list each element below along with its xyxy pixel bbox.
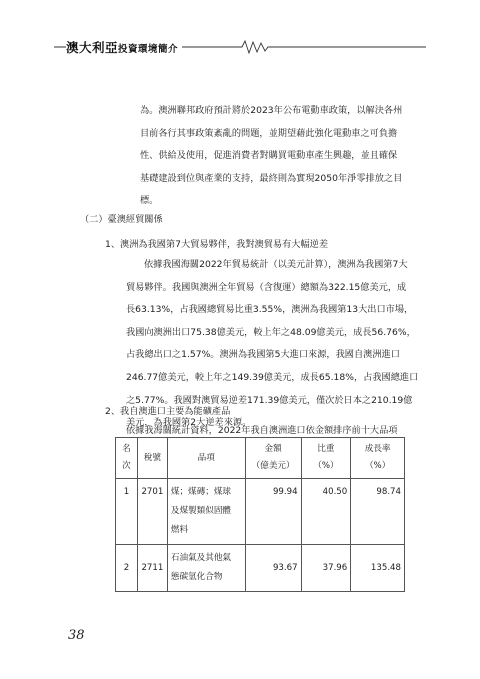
header-title-sub: 投資環境簡介 bbox=[118, 44, 179, 55]
cell-code: 2711 bbox=[137, 545, 167, 592]
cell-amount: 93.67 bbox=[245, 545, 301, 592]
table-row bbox=[116, 545, 405, 592]
import-table bbox=[115, 437, 405, 592]
paragraph-line: 貿易夥伴。我國與澳洲全年貿易（含復運）總額為322.15億美元，成 bbox=[126, 281, 407, 293]
cell-item: 石油氣及其他氣 態碳氫化合物 bbox=[167, 545, 245, 592]
cell-code: 2701 bbox=[137, 479, 167, 545]
cell-rank: 2 bbox=[116, 545, 138, 592]
paragraph-line: 為。澳洲聯邦政府預計將於2023年公布電動車政策，以解決各州 bbox=[140, 105, 403, 116]
header-title bbox=[66, 38, 182, 56]
paragraph-line: 美元，為我國第2大逆差來源。 bbox=[126, 417, 252, 429]
cell-growth: 135.48 bbox=[351, 545, 405, 592]
cell-growth: 98.74 bbox=[351, 479, 405, 545]
cell-item: 煤；煤磚；煤球 及煤製類似固體 燃料 bbox=[167, 479, 245, 545]
cell-share: 40.50 bbox=[301, 479, 351, 545]
header-rank: 名 次 bbox=[116, 438, 138, 479]
table-header-row bbox=[116, 438, 405, 479]
paragraph-line: 我國向澳洲出口75.38億美元，較上年之48.09億美元，成長56.76%， bbox=[126, 326, 416, 338]
item1-heading: 1、澳洲為我國第7大貿易夥伴，我對澳貿易有大幅逆差 bbox=[105, 239, 329, 250]
paragraph-line: 依據我國海關2022年貿易統計（以美元計算），澳洲為我國第7大 bbox=[144, 259, 408, 270]
paragraph-line: 目前各行其事政策紊亂的問題，並期望藉此強化電動車之可負擔 bbox=[140, 127, 398, 139]
paragraph-line: 占我總出口之1.57%。澳洲為我國第5大進口來源，我國自澳洲進口 bbox=[126, 349, 400, 361]
paragraph-line: 標。 bbox=[140, 195, 159, 207]
paragraph-line: 246.77億美元，較上年之149.39億美元，成長65.18%，占我國總進口 bbox=[126, 371, 419, 383]
table-intro: 依據我海關統計資料，2022年我自澳洲進口依金額排序前十大品項 bbox=[126, 425, 398, 436]
page-number: 38 bbox=[68, 628, 85, 643]
header-amount: 金額 （億美元） bbox=[245, 438, 301, 479]
header-share: 比重 （%） bbox=[301, 438, 351, 479]
header-title-main: 澳大利亞 bbox=[66, 40, 119, 55]
cell-amount: 99.94 bbox=[245, 479, 301, 545]
paragraph-line: 之5.77%。我國對澳貿易逆差171.39億美元，僅次於日本之210.19億 bbox=[126, 394, 413, 406]
header-item: 品項 bbox=[167, 438, 245, 479]
cell-share: 37.96 bbox=[301, 545, 351, 592]
paragraph-line: 基礎建設到位與產業的支持，最終則為實現2050年淨零排放之目 bbox=[140, 172, 403, 184]
paragraph-line: 長63.13%，占我國總貿易比重3.55%，澳洲為我國第13大出口市場， bbox=[126, 304, 414, 316]
table-row bbox=[116, 479, 405, 545]
section-heading: （二）臺澳經貿關係 bbox=[80, 214, 163, 225]
cell-rank: 1 bbox=[116, 479, 138, 545]
item2-heading: 2、我自澳進口主要為能礦產品 bbox=[105, 406, 231, 417]
paragraph-line: 性、供給及使用，促進消費者對購買電動車產生興趣，並且確保 bbox=[140, 150, 398, 162]
paragraph-top bbox=[140, 100, 414, 213]
header-growth: 成長率 （%） bbox=[351, 438, 405, 479]
header-code: 稅號 bbox=[137, 438, 167, 479]
